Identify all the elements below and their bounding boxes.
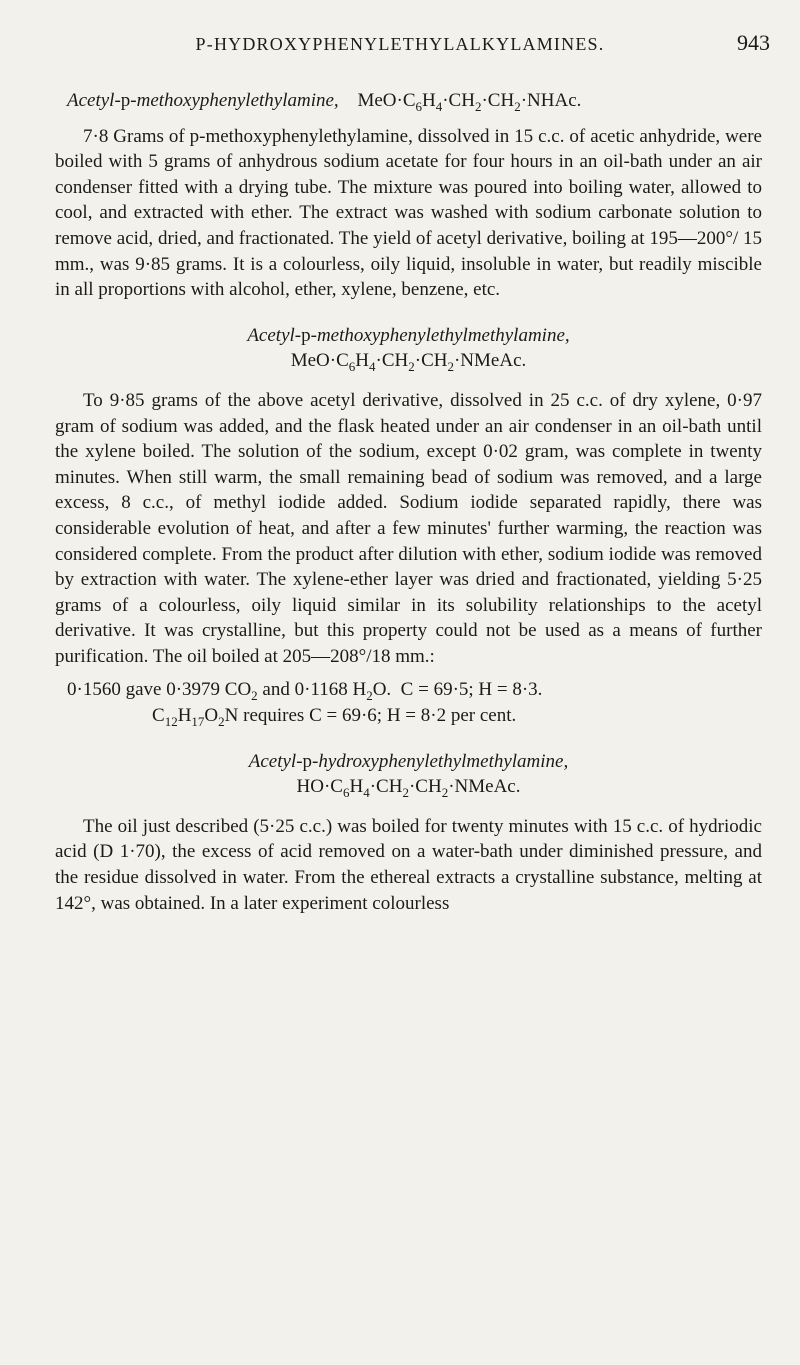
paragraph: 7·8 Grams of p-methoxyphenylethylamine, dissolved in 15 c.c. of acetic anhydride, were boiled with 5 grams of anhydrous sodium acetate for four hours in an oil-bath under an air condenser fitted with a drying tube. The mixture was poured into boiling water, allowed to cool, and extracted with ether. The extract was washed with sodium carbonate solution to remove acid, dried, and fractionated. The yield of acetyl derivative, boiling at 195—200°/ 15 mm., was 9·85 grams. It is a colourless, oily liquid, insoluble in water, but readily miscible in all proportions with alcohol, ether, xylene, benzene, etc. (55, 125, 762, 301)
section-heading-acetyl-hydroxyphenylethylmethylamine (55, 749, 762, 800)
compound-name: Acetyl-p-methoxyphenylethylmethylamine, (247, 324, 570, 346)
analysis-found: 0·1560 gave 0·3979 $CO_2$ and 0·1168 $H_2O$. C = 69·5; H = 8·3. (67, 679, 543, 704)
elemental-analysis (55, 677, 762, 728)
compound-name: Acetyl-p-hydroxyphenylethylmethylamine, (248, 750, 569, 772)
analysis-required: $C_{12}H_{17}O_2N$ requires C = 69·6; H = 8·2 per cent. (152, 705, 517, 729)
section-heading-acetyl-methoxyphenylethylamine (55, 88, 762, 114)
paragraph: To 9·85 grams of the above acetyl derivative, dissolved in 25 c.c. of dry xylene, 0·97 gram of sodium was added, and the flask heated under an air condenser in an oil-bath until the xylene boiled. The solution of the sodium, except 0·02 gram, was complete in twenty minutes. When still warm, the small remaining bead of sodium was removed, and a large excess, 8 c.c., of methyl iodide added. Sodium iodide separated rapidly, there was considerable evolution of heat, and after a few minutes' further warming, the reaction was considered complete. From the product after dilution with ether, sodium iodide was removed by extraction with water. The xylene-ether layer was dried and fractionated, yielding 5·25 grams of a colourless, oily liquid similar in its solubility relationships to the acetyl derivative. It was crystalline, but this property could not be used as a means of further purification. The oil boiled at 205—208°/18 mm.: (55, 389, 762, 667)
compound-formula: $MeO\cdot C_6H_4\cdot CH_2\cdot CH_2\cdot NHAc$. (357, 90, 582, 114)
compound-formula: $HO\cdot C_6H_4\cdot CH_2\cdot CH_2\cdot NMeAc$. (296, 776, 521, 801)
compound-name: Acetyl-p-methoxyphenylethylamine, (67, 90, 339, 111)
running-head (0, 30, 800, 60)
compound-formula: $MeO\cdot C_6H_4\cdot CH_2\cdot CH_2\cdot NMeAc$. (290, 350, 527, 375)
section-heading-acetyl-methoxyphenylethylmethylamine (55, 323, 762, 374)
page-number: 943 (737, 30, 770, 55)
running-title: P-HYDROXYPHENYLETHYLALKYLAMINES. (195, 34, 605, 54)
paragraph: The oil just described (5·25 c.c.) was boiled for twenty minutes with 15 c.c. of hydriodic acid (D 1·70), the excess of acid removed on a water-bath under diminished pressure, and the residue dissolved in water. From the ethereal extracts a crystalline substance, melting at 142°, was obtained. In a later experiment colourless (55, 815, 762, 914)
article-body (55, 88, 762, 916)
